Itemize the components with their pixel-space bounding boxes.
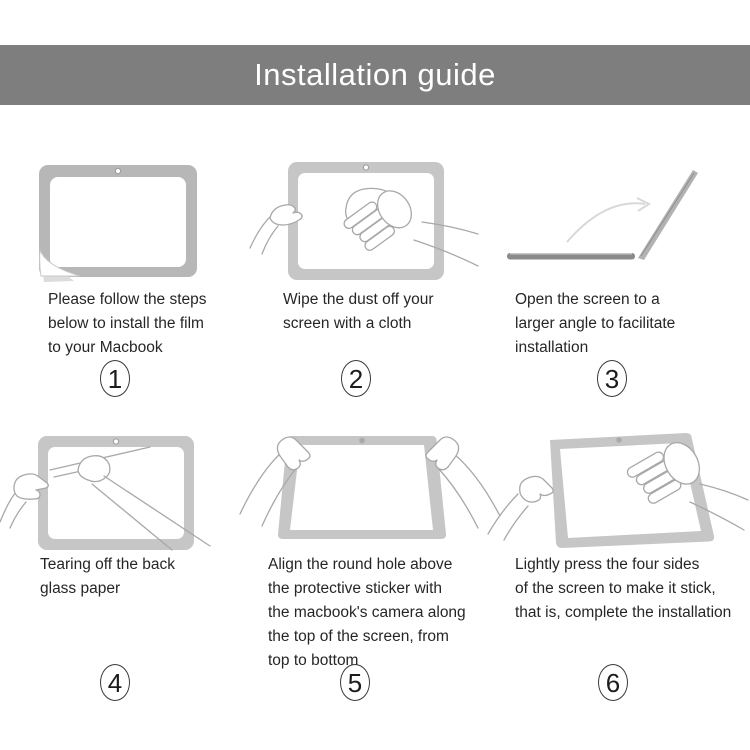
right-arm-line <box>700 484 748 500</box>
left-arm-line <box>504 506 528 540</box>
step-number: 5 <box>347 667 363 698</box>
illustration-step-1 <box>38 164 198 285</box>
step-caption: Wipe the dust off your screen with a cloth <box>283 291 434 332</box>
screen-glass <box>290 445 433 530</box>
step-6 <box>488 425 750 715</box>
step-caption: Please follow the steps below to install the film to your Macbook <box>48 291 207 356</box>
pressing-screen-icon <box>488 428 750 556</box>
page-title: Installation guide <box>254 57 496 92</box>
step-caption: Open the screen to a larger angle to facilitate installation <box>515 291 676 356</box>
camera-dot-icon <box>363 165 368 170</box>
step-number-badge <box>340 664 370 701</box>
illustration-step-5 <box>238 428 503 556</box>
left-arm-line <box>240 452 282 514</box>
aligning-film-icon <box>238 428 503 556</box>
screen-edge-line <box>641 173 694 256</box>
banner <box>0 45 750 105</box>
step-5 <box>240 425 505 715</box>
left-hand <box>520 476 553 502</box>
left-arm-line <box>250 215 272 248</box>
step-number: 4 <box>107 667 123 698</box>
step-caption: Tearing off the back glass paper <box>40 556 175 597</box>
step-3 <box>488 160 750 410</box>
step-number: 1 <box>107 363 123 394</box>
camera-dot-icon <box>113 439 118 444</box>
step-number: 6 <box>605 667 621 698</box>
step-caption: Align the round hole above the protective sticker with the macbook's camera along the top of the screen, from top to bottom <box>268 556 466 669</box>
step-number-badge <box>597 360 627 397</box>
screen-with-peeled-film-icon <box>38 164 198 285</box>
tearing-back-paper-icon <box>0 430 245 552</box>
step-number: 3 <box>604 363 620 394</box>
screen-glass <box>48 447 184 539</box>
illustration-step-2 <box>250 160 480 292</box>
gripping-fist <box>78 456 110 482</box>
step-number: 2 <box>348 363 364 394</box>
illustration-step-6 <box>488 428 750 556</box>
left-arm-line <box>0 492 16 522</box>
screen-glass <box>50 177 186 267</box>
left-arm-line <box>10 502 26 528</box>
step-number-badge <box>598 664 628 701</box>
open-arrow-curve <box>567 203 645 242</box>
step-number-badge <box>100 664 130 701</box>
laptop-open-angle-icon <box>505 162 710 267</box>
hands-wiping-screen-icon <box>250 160 480 292</box>
left-arm-line <box>262 226 278 254</box>
step-2 <box>240 160 488 410</box>
step-4 <box>0 425 245 715</box>
step-number-badge <box>341 360 371 397</box>
camera-dot-icon <box>115 168 120 173</box>
illustration-step-4 <box>0 430 245 552</box>
step-1 <box>0 160 240 410</box>
camera-dot-icon <box>616 437 621 442</box>
camera-dot-icon <box>359 438 365 444</box>
step-caption: Lightly press the four sides of the screen to make it stick, that is, complete the installation <box>515 556 732 621</box>
illustration-step-3 <box>505 162 710 267</box>
step-number-badge <box>100 360 130 397</box>
left-arm-line <box>488 494 518 534</box>
